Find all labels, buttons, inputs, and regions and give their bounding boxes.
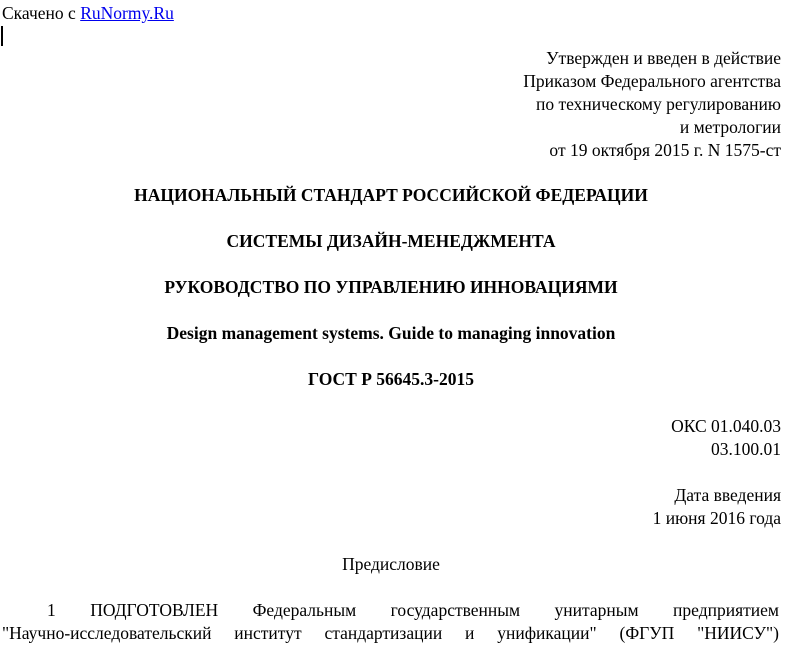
system-name-title: СИСТЕМЫ ДИЗАЙН-МЕНЕДЖМЕНТА	[226, 231, 556, 251]
preface-paragraph-line: "Научно-исследовательский институт стандартизации и унификации" (ФГУП "НИИСУ")	[2, 623, 779, 643]
approval-line: по техническому регулированию	[535, 94, 781, 114]
preface-paragraph-line: 1 ПОДГОТОВЛЕН Федеральным государственным унитарным предприятием	[47, 600, 779, 620]
intro-date-block	[653, 484, 781, 530]
standard-code: ГОСТ Р 56645.3-2015	[308, 369, 474, 389]
english-title: Design management systems. Guide to managing innovation	[166, 323, 616, 343]
source-prefix: Скачено с	[2, 3, 81, 23]
text-cursor	[1, 26, 3, 46]
runormy-link[interactable]: RuNormy.Ru	[80, 3, 174, 23]
intro-date-label: Дата введения	[674, 485, 781, 505]
oks-block	[671, 415, 781, 461]
preface-heading: Предисловие	[342, 554, 440, 574]
approval-line: от 19 октября 2015 г. N 1575-ст	[549, 140, 781, 160]
guide-name-title: РУКОВОДСТВО ПО УПРАВЛЕНИЮ ИННОВАЦИЯМИ	[164, 277, 618, 297]
intro-date-value: 1 июня 2016 года	[652, 508, 781, 528]
standard-type-title: НАЦИОНАЛЬНЫЙ СТАНДАРТ РОССИЙСКОЙ ФЕДЕРАЦИИ	[134, 185, 648, 205]
oks-line: ОКС 01.040.03	[671, 416, 781, 436]
approval-line: и метрологии	[679, 117, 781, 137]
approval-block	[523, 47, 781, 162]
approval-line: Приказом Федерального агентства	[523, 71, 781, 91]
approval-line: Утвержден и введен в действие	[546, 48, 781, 68]
source-line	[2, 2, 174, 25]
oks-line: 03.100.01	[711, 439, 781, 459]
